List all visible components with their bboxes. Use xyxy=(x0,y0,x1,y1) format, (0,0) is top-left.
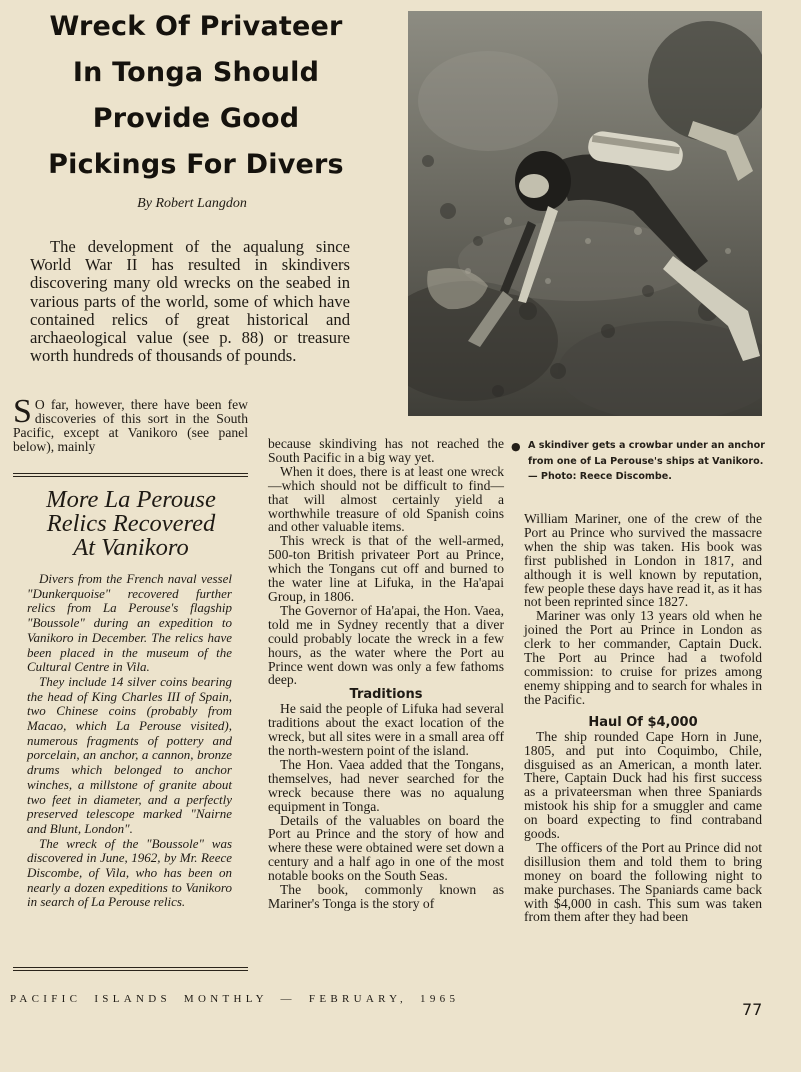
intro-paragraph xyxy=(30,238,350,365)
column-paragraph: because skindiving has not reached the South Pacific in a big way yet. xyxy=(268,436,504,465)
column-paragraph: Details of the valuables on board the Port au Prince and the story of how and where these were obtained were set down a century and a half ago in one of the most notable books on the South Seas. xyxy=(268,812,504,884)
drop-cap: S xyxy=(13,393,32,430)
column-paragraph: When it does, there is at least one wreck—which should not be difficult to find—that will almost certainly yield a worthwhile treasure of old Spanish coins and other valuable items. xyxy=(268,463,504,535)
headline-line: Pickings For Divers xyxy=(48,149,344,180)
photo-caption-text: A skindiver gets a crowbar under an anchor from one of La Perouse's ships at Vanikoro. — Photo: Reece Discombe. xyxy=(528,440,765,482)
panel-bottom-rule xyxy=(13,967,248,971)
column-paragraph xyxy=(13,393,248,454)
panel-paragraph: They include 14 silver coins bearing the head of King Charles III of Spain, two Chinese coins (probably from Macao, which La Perouse visited), numerous fragments of pottery and porcelain, an anchor, a cannon, bronze drums which belonged to anchor winches, a millstone of granite about two feet in diameter, and a perfectly preserved telescope marked "Nairne and Blunt, London". xyxy=(27,673,232,836)
column-3 xyxy=(524,512,762,924)
diver-photo-image xyxy=(408,11,762,416)
column-text: O far, however, there have been few discoveries of this sort in the South Pacific, except at Vanikoro (see panel below), mainly xyxy=(13,397,248,454)
column-paragraph: He said the people of Lifuka had several traditions about the exact location of the wreck, but all sites were in a small area off the north-western point of the island. xyxy=(268,701,504,759)
column-2 xyxy=(268,437,504,911)
panel-title-line: More La Perouse xyxy=(46,486,216,513)
column-1 xyxy=(13,393,248,454)
column-paragraph: William Mariner, one of the crew of the Port au Prince who survived the massacre when the ship was taken. His book was first published in London in 1817, and although it is well known by reputation, few people these days have read it, as it has not been reprinted since 1827. xyxy=(524,511,762,610)
column-paragraph: The Governor of Ha'apai, the Hon. Vaea, told me in Sydney recently that a diver could probably locate the wreck in a few hours, as the water where the Port au Prince went down was only a few fathoms deep. xyxy=(268,602,504,688)
panel-paragraph: Divers from the French naval vessel "Dunkerquoise" recovered further relics from La Perouse's flagship "Boussole" during an expedition to Vanikoro in December. The relics have been placed in the museum of the Cultural Centre in Vila. xyxy=(27,571,232,675)
masthead-footer: PACIFIC ISLANDS MONTHLY — FEBRUARY, 1965 xyxy=(10,993,460,1005)
panel-title xyxy=(14,488,248,560)
panel-body xyxy=(27,572,232,910)
column-paragraph: The book, commonly known as Mariner's Tonga is the story of xyxy=(268,882,504,911)
column-paragraph: Mariner was only 13 years old when he joined the Port au Prince in London as clerk to her commander, Captain Duck. The Port au Prince had a twofold commission: to cruise for prizes among enemy shipping and to search for whales in the Pacific. xyxy=(524,608,762,707)
column-paragraph: The officers of the Port au Prince did not disillusion them and told them to bring money on board the following night to make purchases. The Spaniards came back with $4,000 in cash. This sum was taken from them after they had been xyxy=(524,839,762,925)
panel-title-line: At Vanikoro xyxy=(73,534,189,561)
section-subhead: Haul Of $4,000 xyxy=(588,714,698,730)
photo-caption xyxy=(511,438,766,485)
panel-title-line: Relics Recovered xyxy=(46,510,216,537)
column-paragraph: The Hon. Vaea added that the Tongans, themselves, had never searched for the wreck because there was no aqualung equipment in Tonga. xyxy=(268,756,504,814)
column-paragraph: This wreck is that of the well-armed, 500-ton British privateer Port au Prince, which the Tongans cut off and burned to the water line at Lifuka, in the Ha'apai Group, in 1806. xyxy=(268,533,504,604)
panel-paragraph: The wreck of the "Boussole" was discovered in June, 1962, by Mr. Reece Discombe, of Vila, who has been on nearly a dozen expeditions to Vanikoro in search of La Perouse relics. xyxy=(27,835,232,910)
diver-photo xyxy=(408,11,762,416)
headline-line: Provide Good xyxy=(92,103,300,134)
section-subhead: Traditions xyxy=(349,687,423,703)
byline: By Robert Langdon xyxy=(137,196,247,211)
headline-line: In Tonga Should xyxy=(72,57,320,88)
column-paragraph: The ship rounded Cape Horn in June, 1805, and put into Coquimbo, Chile, disguised as an American, a month later. There, Captain Duck had his first success as a privateersman when three Spaniards mistook his ship for a smuggler and came on board expecting to find contraband goods. xyxy=(524,728,762,842)
bullet-icon: ● xyxy=(511,440,521,453)
page-number: 77 xyxy=(742,1000,763,1019)
intro-text: The development of the aqualung since World War II has resulted in skindivers discovering many old wrecks on the seabed in various parts of the world, some of which have contained relics of great historical and archaeological value (see p. 88) or treasure worth hundreds of thousands of pounds. xyxy=(30,237,350,366)
article-headline xyxy=(18,4,374,188)
headline-line: Wreck Of Privateer xyxy=(49,11,343,42)
panel-top-rule xyxy=(13,473,248,477)
